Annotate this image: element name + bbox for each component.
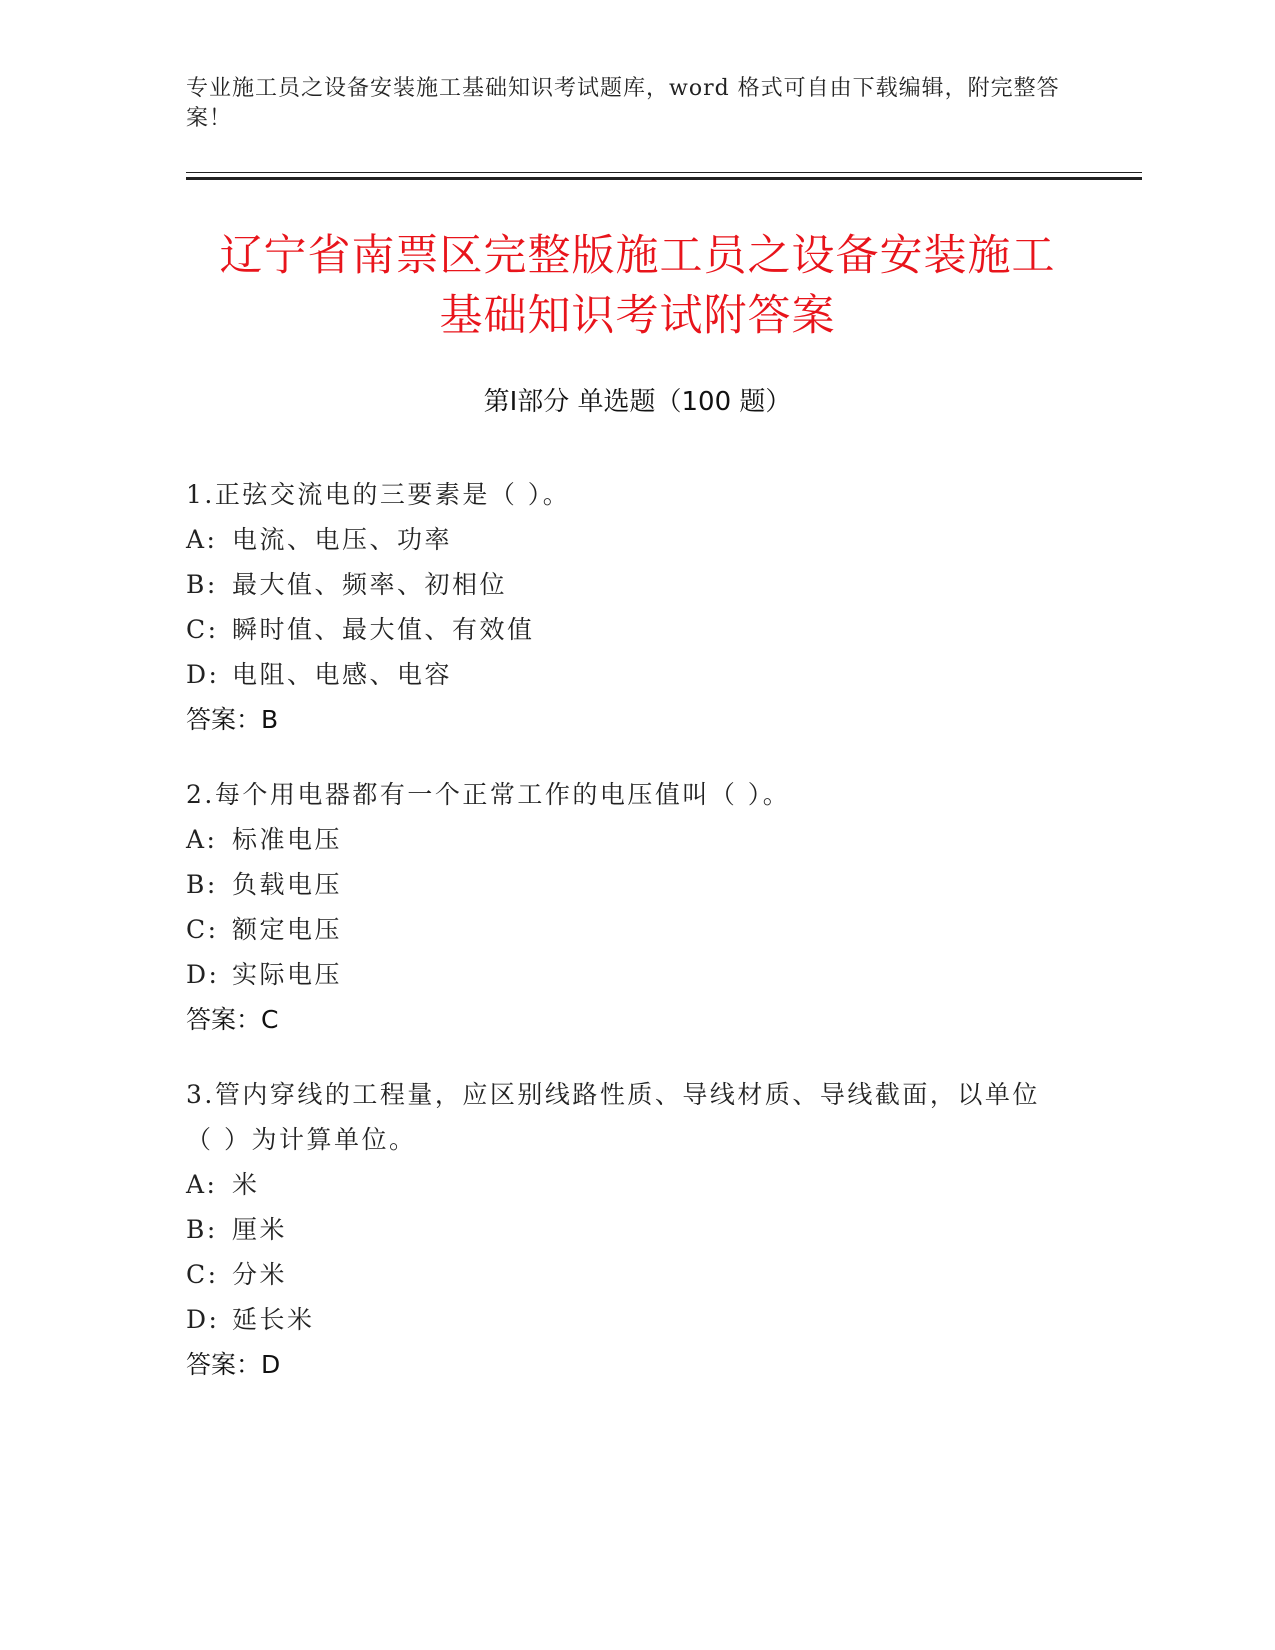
header-divider-thick <box>186 177 1142 180</box>
option-key: D: <box>186 960 220 989</box>
question-option-d <box>186 652 1066 697</box>
question-option-b <box>186 562 1066 607</box>
option-key: D: <box>186 1305 220 1334</box>
document-title-line-2: 基础知识考试附答案 <box>439 291 836 341</box>
question-item <box>186 1072 1066 1387</box>
option-key: B: <box>186 570 218 599</box>
option-text: 电流、电压、功率 <box>232 525 453 554</box>
question-answer: 答案：D <box>186 1350 281 1379</box>
option-text: 标准电压 <box>232 825 343 854</box>
option-text: 瞬时值、最大值、有效值 <box>232 615 535 644</box>
option-text: 电阻、电感、电容 <box>232 660 453 689</box>
option-text: 延长米 <box>232 1305 315 1334</box>
question-option-d <box>186 1297 1066 1342</box>
question-option-a <box>186 1162 1066 1207</box>
question-option-b <box>186 1207 1066 1252</box>
option-key: B: <box>186 870 218 899</box>
question-answer: 答案：B <box>186 705 279 734</box>
option-key: A: <box>186 1170 218 1199</box>
option-text: 额定电压 <box>232 915 343 944</box>
question-item <box>186 772 1066 1042</box>
question-option-c <box>186 907 1066 952</box>
option-key: D: <box>186 660 220 689</box>
question-option-a <box>186 517 1066 562</box>
header-divider-thin <box>186 172 1142 173</box>
document-title-line-1: 辽宁省南票区完整版施工员之设备安装施工 <box>219 231 1056 281</box>
option-text: 米 <box>232 1170 260 1199</box>
section-title: 第Ⅰ部分 单选题（100 题） <box>483 387 792 417</box>
question-item <box>186 472 1066 742</box>
option-text: 负载电压 <box>232 870 343 899</box>
option-text: 分米 <box>232 1260 288 1289</box>
question-stem: 3.管内穿线的工程量，应区别线路性质、导线材质、导线截面，以单位（ ）为计算单位。 <box>186 1080 1040 1154</box>
question-option-b <box>186 862 1066 907</box>
question-stem: 2.每个用电器都有一个正常工作的电压值叫（ ）。 <box>186 780 791 809</box>
option-key: B: <box>186 1215 218 1244</box>
option-text: 最大值、频率、初相位 <box>232 570 508 599</box>
question-option-d <box>186 952 1066 997</box>
document-title <box>150 226 1125 346</box>
question-option-a <box>186 817 1066 862</box>
option-key: A: <box>186 525 218 554</box>
header-note: 专业施工员之设备安装施工基础知识考试题库，word 格式可自由下载编辑，附完整答案！ <box>186 76 1060 131</box>
question-option-c <box>186 607 1066 652</box>
option-text: 厘米 <box>232 1215 288 1244</box>
question-answer: 答案：C <box>186 1005 279 1034</box>
option-key: C: <box>186 1260 219 1289</box>
question-option-c <box>186 1252 1066 1297</box>
option-key: C: <box>186 915 219 944</box>
question-stem: 1.正弦交流电的三要素是（ ）。 <box>186 480 571 509</box>
option-key: C: <box>186 615 219 644</box>
question-list <box>186 472 1066 1417</box>
option-text: 实际电压 <box>232 960 343 989</box>
option-key: A: <box>186 825 218 854</box>
